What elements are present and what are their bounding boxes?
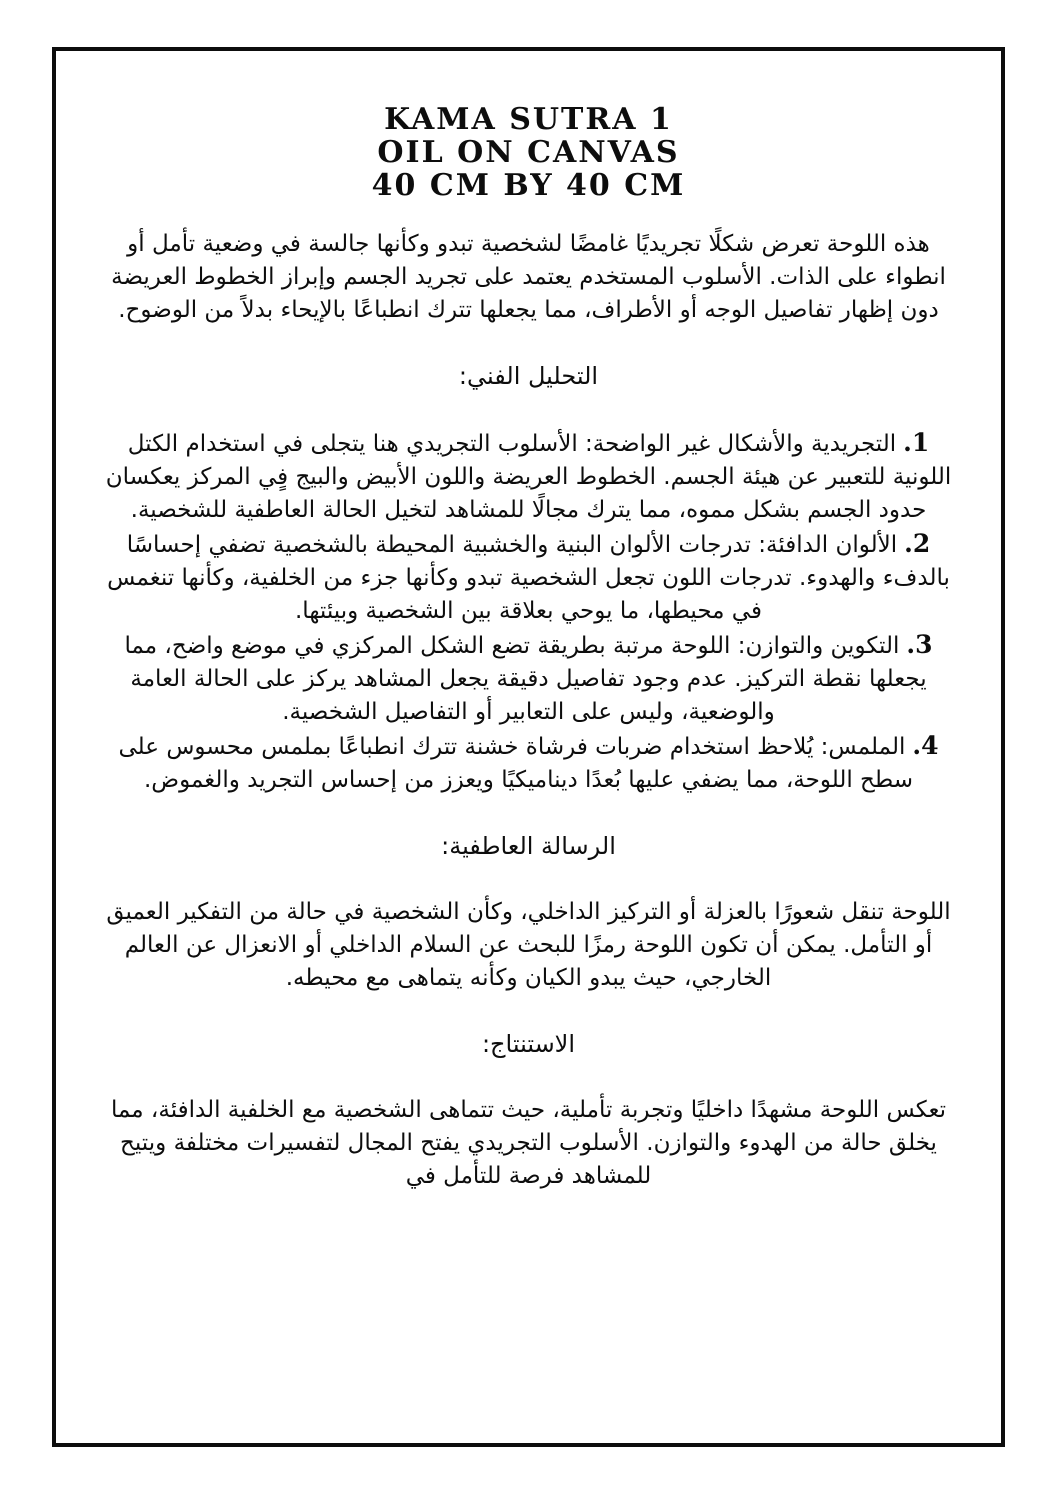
analysis-item-4 [98,729,959,797]
heading-conclusion: الاستنتاج: [481,1030,576,1058]
intro-paragraph: هذه اللوحة تعرض شكلًا تجريديًا غامضًا لشخصية تبدو وكأنها جالسة في وضعية تأمل أو انطواء على الذات. الأسلوب المستخدم يعتمد على تجريد الجسم وإبراز الخطوط العريضة دون إظهار تفاصيل الوجه أو الأطراف، مما يجعلها تترك انطباعًا بالإيحاء بدلاً من الوضوح. [111,231,946,323]
page-content [56,51,1001,1193]
item-text-4: الملمس: يُلاحظ استخدام ضربات فرشاة خشنة تترك انطباعًا بملمس محسوس على سطح اللوحة، مما يضفي عليها بُعدًا ديناميكيًا ويعزز من إحساس التجريد والغموض. [118,734,914,793]
analysis-items [98,426,959,797]
item-number-2: 2. [904,529,931,558]
title-line-2: OIL ON CANVAS [377,135,680,170]
item-number-4: 4. [912,731,939,760]
title-line-1: KAMA SUTRA 1 [384,102,673,137]
emotional-message-paragraph: اللوحة تنقل شعورًا بالعزلة أو التركيز الداخلي، وكأن الشخصية في حالة من التفكير العميق أو التأمل. يمكن أن تكون اللوحة رمزًا للبحث عن السلام الداخلي أو الانعزال عن العالم الخارجي، حيث يبدو الكيان وكأنه يتماهى مع محيطه. [106,899,951,991]
heading-artistic-analysis: التحليل الفني: [458,362,599,390]
page-border [52,47,1005,1447]
item-text-2: الألوان الدافئة: تدرجات الألوان البنية والخشبية المحيطة بالشخصية تضفي إحساسًا بالدفء والهدوء. تدرجات اللون تجعل الشخصية تبدو وكأنها جزء من الخلفية، وكأنها تنغمس في محيطها، ما يوحي بعلاقة بين الشخصية وبيئتها. [107,532,950,624]
item-text-3: التكوين والتوازن: اللوحة مرتبة بطريقة تضع الشكل المركزي في موضع واضح، مما يجعلها نقطة التركيز. عدم وجود تفاصيل دقيقة يجعل المشاهد يركز على الحالة العامة والوضعية، وليس على التعابير أو التفاصيل الشخصية. [124,633,927,725]
artwork-title [98,103,959,202]
analysis-item-2 [98,527,959,628]
item-text-1: التجريدية والأشكال غير الواضحة: الأسلوب التجريدي هنا يتجلى في استخدام الكتل اللونية للتعبير عن هيئة الجسم. الخطوط العريضة واللون الأبيض والبيج فٍي المركز يعكسان حدود الجسم بشكل مموه، مما يترك مجالًا للمشاهد لتخيل الحالة العاطفية للشخصية. [105,431,952,523]
heading-emotional-message: الرسالة العاطفية: [441,832,616,860]
item-number-3: 3. [906,630,933,659]
analysis-item-3 [98,628,959,729]
item-number-1: 1. [903,428,930,457]
analysis-item-1 [98,426,959,527]
conclusion-paragraph: تعكس اللوحة مشهدًا داخليًا وتجربة تأملية، حيث تتماهى الشخصية مع الخلفية الدافئة، مما يخلق حالة من الهدوء والتوازن. الأسلوب التجريدي يفتح المجال لتفسيرات مختلفة ويتيح للمشاهد فرصة للتأمل في [111,1097,946,1189]
title-line-3: 40 CM BY 40 CM [371,168,686,203]
